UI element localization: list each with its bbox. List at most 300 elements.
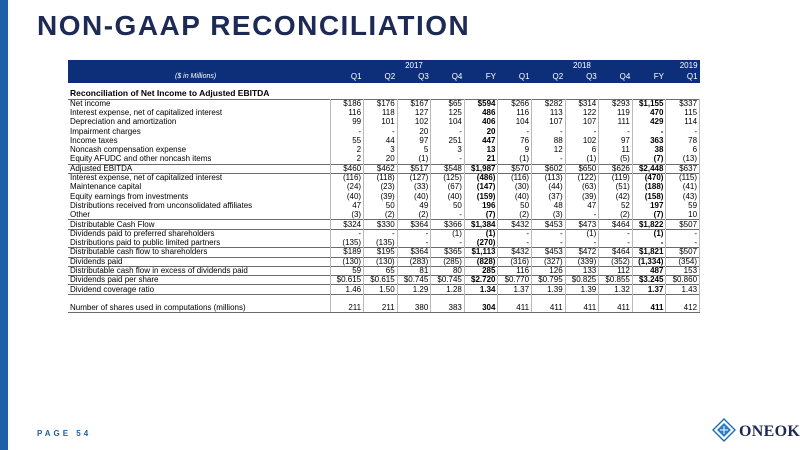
value-cell: 50 [498,201,532,210]
value-cell: (2) [498,211,532,220]
value-cell: $293 [599,99,633,108]
row-label: Dividends paid per share [68,276,330,285]
value-cell: (188) [632,183,666,192]
year-header-2017: 2017 [330,60,498,71]
value-cell: 47 [330,201,364,210]
table-row [68,183,700,192]
value-cell: - [532,229,566,238]
value-cell: (116) [330,173,364,182]
value-cell: $462 [364,164,398,173]
value-cell: $0.860 [666,276,700,285]
row-label: Income taxes [68,136,330,145]
value-cell: $176 [364,99,398,108]
row-label: Number of shares used in computations (millions) [68,294,330,312]
value-cell: 3 [431,145,465,154]
value-cell: $507 [666,220,700,229]
value-cell: 429 [632,118,666,127]
value-cell: $1,384 [464,220,498,229]
value-cell: $626 [599,164,633,173]
value-cell: 363 [632,136,666,145]
row-label: Other [68,211,330,220]
table-row [68,238,700,247]
value-cell: 251 [431,136,465,145]
value-cell: $570 [498,164,532,173]
value-cell: - [599,127,633,136]
value-cell: 3 [364,145,398,154]
value-cell: $432 [498,220,532,229]
value-cell: 21 [464,155,498,164]
table-row [68,211,700,220]
value-cell: 102 [565,136,599,145]
value-cell: $460 [330,164,364,173]
row-label: Impairment charges [68,127,330,136]
value-cell: $1,155 [632,99,666,108]
value-cell: $189 [330,248,364,257]
value-cell: 1.34 [464,285,498,294]
value-cell: - [397,238,431,247]
value-cell: (2) [599,211,633,220]
value-cell: (40) [330,192,364,201]
value-cell: 383 [431,294,465,312]
section-title-row [68,88,700,99]
col-header: Q1 [498,71,532,83]
value-cell: - [532,127,566,136]
value-cell: (1) [565,229,599,238]
value-cell: 76 [498,136,532,145]
value-cell: 486 [464,108,498,117]
value-cell: (1) [498,155,532,164]
value-cell: 13 [464,145,498,154]
value-cell: (828) [464,257,498,266]
value-cell: 97 [599,136,633,145]
value-cell: $0.615 [330,276,364,285]
side-accent-bar [0,0,8,450]
table-row [68,108,700,117]
value-cell: $65 [431,99,465,108]
value-cell: 65 [364,266,398,275]
value-cell: 118 [364,108,398,117]
value-cell: 2 [330,145,364,154]
value-cell: 1.46 [330,285,364,294]
value-cell: 411 [498,294,532,312]
value-cell: - [330,229,364,238]
value-cell: $282 [532,99,566,108]
value-cell: $517 [397,164,431,173]
value-cell: (486) [464,173,498,182]
value-cell: - [364,127,398,136]
value-cell: 1.39 [565,285,599,294]
value-cell: (40) [431,192,465,201]
section-title: Reconciliation of Net Income to Adjusted EBITDA [70,88,270,99]
value-cell: 411 [599,294,633,312]
value-cell: (158) [632,192,666,201]
quarter-header-row [68,71,700,83]
value-cell: 380 [397,294,431,312]
value-cell: 10 [666,211,700,220]
col-header: Q4 [599,71,633,83]
table-row [68,266,700,275]
value-cell: 1.50 [364,285,398,294]
value-cell: 50 [431,201,465,210]
value-cell: $0.795 [532,276,566,285]
value-cell: $464 [599,220,633,229]
col-header: Q3 [565,71,599,83]
row-label: Distributable Cash Flow [68,220,330,229]
value-cell: (39) [565,192,599,201]
value-cell: 88 [532,136,566,145]
value-cell: (1) [397,155,431,164]
value-cell: (67) [431,183,465,192]
oneok-diamond-icon [712,418,736,442]
value-cell: 1.43 [666,285,700,294]
unit-label: ($ in Millions) [68,71,330,83]
value-cell: 114 [666,118,700,127]
value-cell: (7) [632,211,666,220]
value-cell: (118) [364,173,398,182]
value-cell: 116 [498,108,532,117]
value-cell: 196 [464,201,498,210]
value-cell: $473 [565,220,599,229]
value-cell: 107 [532,118,566,127]
value-cell: (1,334) [632,257,666,266]
value-cell: $0.855 [599,276,633,285]
row-label: Dividends paid to preferred shareholders [68,229,330,238]
value-cell: (130) [330,257,364,266]
value-cell: 50 [364,201,398,210]
value-cell: (51) [599,183,633,192]
value-cell: - [397,229,431,238]
value-cell: 487 [632,266,666,275]
value-cell: $1,822 [632,220,666,229]
value-cell: 104 [498,118,532,127]
value-cell: (113) [532,173,566,182]
value-cell: (115) [666,173,700,182]
row-label: Dividends paid [68,257,330,266]
value-cell: - [599,229,633,238]
col-header: Q3 [397,71,431,83]
value-cell: - [431,127,465,136]
value-cell: 115 [666,108,700,117]
value-cell: (43) [666,192,700,201]
table-row [68,229,700,238]
value-cell: $453 [532,248,566,257]
value-cell: 78 [666,136,700,145]
row-label: Interest expense, net of capitalized interest [68,108,330,117]
value-cell: 127 [397,108,431,117]
value-cell: (159) [464,192,498,201]
value-cell: 107 [565,118,599,127]
value-cell: $3.245 [632,276,666,285]
value-cell: (125) [431,173,465,182]
value-cell: (30) [498,183,532,192]
value-cell: - [431,155,465,164]
value-cell: 101 [364,118,398,127]
value-cell: 104 [431,118,465,127]
page-number: PAGE 54 [37,429,92,438]
value-cell: $0.745 [397,276,431,285]
value-cell: $602 [532,164,566,173]
value-cell: $364 [397,220,431,229]
year-header-2019: 2019 [666,60,700,71]
value-cell: 197 [632,201,666,210]
value-cell: 1.37 [632,285,666,294]
value-cell: (316) [498,257,532,266]
value-cell: 59 [666,201,700,210]
col-header: Q1 [330,71,364,83]
value-cell: (7) [464,211,498,220]
col-header: Q2 [364,71,398,83]
value-cell: 406 [464,118,498,127]
value-cell: 411 [532,294,566,312]
value-cell: - [431,211,465,220]
value-cell: 38 [632,145,666,154]
value-cell: (42) [599,192,633,201]
value-cell: $365 [431,248,465,257]
value-cell: (37) [532,192,566,201]
value-cell: 1.29 [397,285,431,294]
value-cell: 59 [330,266,364,275]
value-cell: 1.37 [498,285,532,294]
value-cell: 153 [666,266,700,275]
value-cell: (327) [532,257,566,266]
value-cell: 6 [666,145,700,154]
value-cell: 6 [565,145,599,154]
value-cell: 11 [599,145,633,154]
table-row [68,136,700,145]
value-cell: 211 [330,294,364,312]
value-cell: 411 [632,294,666,312]
row-label: Interest expense, net of capitalized interest [68,173,330,182]
table-row [68,192,700,201]
row-label: Equity earnings from investments [68,192,330,201]
value-cell: 133 [565,266,599,275]
value-cell: $472 [565,248,599,257]
value-cell: $330 [364,220,398,229]
table-row [68,285,700,294]
value-cell: 126 [532,266,566,275]
value-cell: 411 [565,294,599,312]
value-cell: 285 [464,266,498,275]
row-label: Distributions received from unconsolidated affiliates [68,201,330,210]
value-cell: (135) [330,238,364,247]
value-cell: 52 [599,201,633,210]
value-cell: 112 [599,266,633,275]
value-cell: (116) [498,173,532,182]
table-row [68,248,700,257]
value-cell: (3) [532,211,566,220]
value-cell: $0.745 [431,276,465,285]
value-cell: 102 [397,118,431,127]
value-cell: 116 [498,266,532,275]
value-cell: (1) [632,229,666,238]
value-cell: 20 [464,127,498,136]
value-cell: $195 [364,248,398,257]
table-row [68,127,700,136]
col-header: Q4 [431,71,465,83]
value-cell: (3) [330,211,364,220]
value-cell: 48 [532,201,566,210]
value-cell: 49 [397,201,431,210]
value-cell: - [666,229,700,238]
value-cell: 122 [565,108,599,117]
value-cell: - [565,127,599,136]
value-cell: - [632,238,666,247]
value-cell: (354) [666,257,700,266]
value-cell: (285) [431,257,465,266]
value-cell: $266 [498,99,532,108]
value-cell: $453 [532,220,566,229]
value-cell: 99 [330,118,364,127]
row-label: Distributable cash flow in excess of dividends paid [68,266,330,275]
table-row [68,173,700,182]
value-cell: (63) [565,183,599,192]
value-cell: (1) [565,155,599,164]
value-cell: - [498,238,532,247]
table-row [68,155,700,164]
year-header-2018: 2018 [498,60,666,71]
value-cell: 12 [532,145,566,154]
value-cell: $337 [666,99,700,108]
value-cell: $0.825 [565,276,599,285]
value-cell: - [532,155,566,164]
value-cell: 81 [397,266,431,275]
row-label: Noncash compensation expense [68,145,330,154]
value-cell: - [532,238,566,247]
value-cell: (13) [666,155,700,164]
value-cell: $2.720 [464,276,498,285]
table-row [68,164,700,173]
value-cell: 20 [397,127,431,136]
col-header: Q1 [666,71,700,83]
value-cell: - [666,127,700,136]
value-cell: - [666,238,700,247]
value-cell: $364 [397,248,431,257]
value-cell: 119 [599,108,633,117]
value-cell: (40) [498,192,532,201]
value-cell: (339) [565,257,599,266]
value-cell: (270) [464,238,498,247]
table-row [68,145,700,154]
value-cell: (41) [666,183,700,192]
value-cell: 1.39 [532,285,566,294]
value-cell: (39) [364,192,398,201]
value-cell: $0.770 [498,276,532,285]
row-label: Depreciation and amortization [68,118,330,127]
value-cell: $2,448 [632,164,666,173]
value-cell: (283) [397,257,431,266]
table-row [68,276,700,285]
value-cell: 2 [330,155,364,164]
logo-wordmark: ONEOK [739,423,800,440]
row-label: Dividend coverage ratio [68,285,330,294]
company-logo [712,418,800,442]
table-row [68,118,700,127]
value-cell: $507 [666,248,700,257]
value-cell: $432 [498,248,532,257]
value-cell: (5) [599,155,633,164]
value-cell: - [364,229,398,238]
value-cell: (2) [397,211,431,220]
value-cell: - [565,211,599,220]
value-cell: 80 [431,266,465,275]
value-cell: (44) [532,183,566,192]
value-cell: (33) [397,183,431,192]
value-cell: (352) [599,257,633,266]
value-cell: 47 [565,201,599,210]
value-cell: 470 [632,108,666,117]
col-header: FY [632,71,666,83]
value-cell: 5 [397,145,431,154]
row-label: Equity AFUDC and other noncash items [68,155,330,164]
value-cell: 9 [498,145,532,154]
value-cell: (470) [632,173,666,182]
value-cell: - [565,238,599,247]
reconciliation-table-container [68,60,700,313]
value-cell: (135) [364,238,398,247]
value-cell: $1,113 [464,248,498,257]
row-label: Net income [68,99,330,108]
value-cell: - [599,238,633,247]
value-cell: 55 [330,136,364,145]
year-header-spacer [68,60,330,71]
table-row [68,257,700,266]
value-cell: $1,987 [464,164,498,173]
value-cell: (2) [364,211,398,220]
value-cell: 1.28 [431,285,465,294]
value-cell: (119) [599,173,633,182]
value-cell: - [330,127,364,136]
table-row [68,201,700,210]
reconciliation-table [68,60,700,313]
value-cell: 44 [364,136,398,145]
value-cell: (7) [632,155,666,164]
year-header-row [68,60,700,71]
value-cell: $186 [330,99,364,108]
col-header: Q2 [532,71,566,83]
value-cell: 412 [666,294,700,312]
page-title: NON-GAAP RECONCILIATION [37,10,471,41]
value-cell: $637 [666,164,700,173]
value-cell: 447 [464,136,498,145]
value-cell: 304 [464,294,498,312]
value-cell: 113 [532,108,566,117]
value-cell: $464 [599,248,633,257]
value-cell: 111 [599,118,633,127]
value-cell: 211 [364,294,398,312]
value-cell: (147) [464,183,498,192]
value-cell: (24) [330,183,364,192]
value-cell: 1.32 [599,285,633,294]
value-cell: $314 [565,99,599,108]
value-cell: (1) [431,229,465,238]
row-label: Adjusted EBITDA [68,164,330,173]
row-label: Distributable cash flow to shareholders [68,248,330,257]
row-label: Maintenance capital [68,183,330,192]
value-cell: - [498,229,532,238]
value-cell: 97 [397,136,431,145]
value-cell: (1) [464,229,498,238]
table-row [68,220,700,229]
table-row [68,99,700,108]
value-cell: $1,821 [632,248,666,257]
value-cell: $594 [464,99,498,108]
value-cell: (130) [364,257,398,266]
value-cell: 20 [364,155,398,164]
col-header: FY [464,71,498,83]
value-cell: (23) [364,183,398,192]
value-cell: $0.615 [364,276,398,285]
value-cell: 125 [431,108,465,117]
